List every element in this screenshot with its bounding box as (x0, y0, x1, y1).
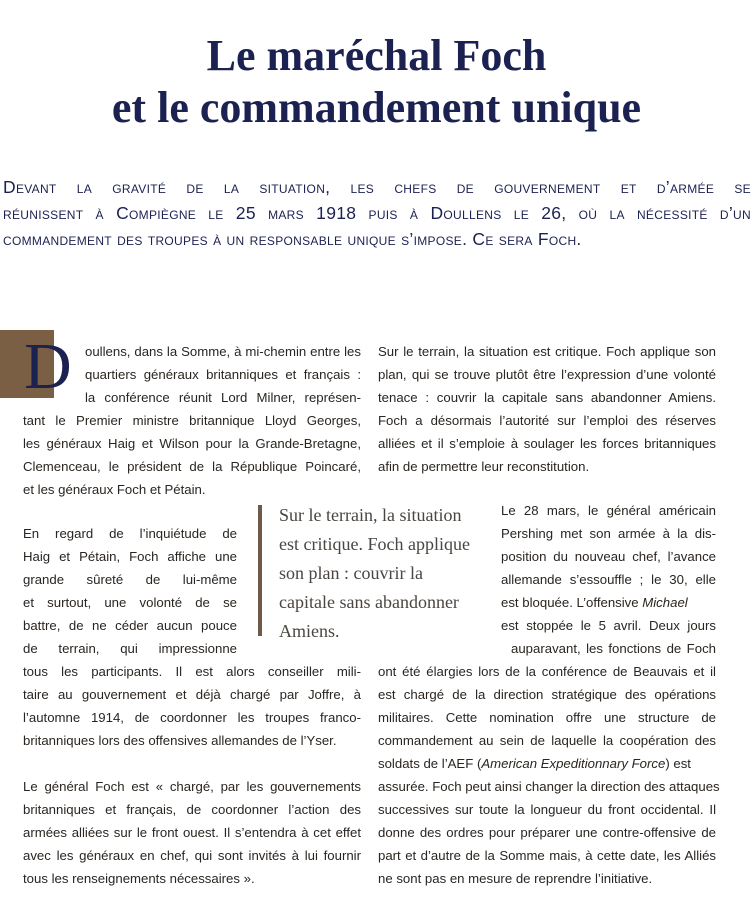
text-line (501, 591, 716, 614)
text-line: part et d’autre de la Somme mais, à cette date, les Alliés (378, 848, 716, 863)
text-line: ne sont pas en mesure de reprendre l’initiative. (378, 871, 653, 886)
pull-quote-line: est critique. Foch applique (279, 534, 470, 554)
text-line: position du nouveau chef, l’avance (501, 549, 716, 564)
title-line-2: et le commandement unique (111, 83, 642, 132)
text-line: avec les généraux en chef, qui sont invités à lui fournir (23, 848, 361, 863)
text-line: tous les renseignements nécessaires ». (23, 871, 255, 886)
text-line: armées alliées sur le front ouest. Il s’entendra à cet effet (23, 825, 361, 840)
text-line: tenace : couvrir la capitale sans abandonner Amiens. (378, 390, 716, 405)
text-line: la conférence réunit Lord Milner, représen- (85, 390, 361, 405)
left-paragraph-2-narrow (23, 522, 237, 660)
left-paragraph-1-indented (85, 340, 361, 409)
text-line: et surtout, une volonté de se (23, 595, 237, 610)
lead-line-2: réunissent à Compiègne le 25 mars 1918 puis à Doullens le 26, où la nécessité d’un (3, 203, 751, 223)
text-line: donne des ordres pour préparer une contre-offensive de (378, 825, 716, 840)
text-line: assurée. Foch peut ainsi changer la direction des attaques (378, 779, 720, 794)
lead-line-3: commandement des troupes à un responsable unique s’impose. Ce sera Foch. (3, 229, 582, 249)
right-paragraph-2 (378, 660, 720, 890)
text-line: oullens, dans la Somme, à mi-chemin entre les (85, 344, 361, 359)
text-line (378, 752, 716, 775)
text-line: Pershing met son armée à la dis- (501, 526, 716, 541)
pull-quote-line: son plan : couvrir la (279, 563, 423, 583)
left-paragraph-3 (23, 775, 361, 890)
title-line-1: Le maréchal Foch (206, 31, 547, 80)
text-fragment: soldats de l’AEF ( (378, 756, 482, 771)
pull-quote-line: capitale sans abandonner (279, 592, 459, 612)
article-title (0, 30, 753, 134)
text-line: les généraux Haig et Wilson pour la Grande-Bretagne, (23, 436, 361, 451)
left-paragraph-2 (23, 660, 361, 752)
text-line: commandement au sein de laquelle la coopération des (378, 733, 716, 748)
text-line: Haig et Pétain, Foch affiche une (23, 549, 237, 564)
text-line: tous les participants. Il est alors conseiller mili- (23, 664, 361, 679)
lead-line-1: Devant la gravité de la situation, les chefs de gouvernement et d’armée se (3, 177, 751, 197)
pull-quote (279, 501, 493, 646)
text-line: auparavant, les fonctions de Foch (511, 641, 716, 656)
text-line: est stoppée le 5 avril. Deux jours (501, 618, 716, 633)
text-line: allemande s’essouffle ; le 30, elle (501, 572, 716, 587)
text-fragment: ) est (665, 756, 691, 771)
text-line: battre, de ne céder aucun pouce (23, 618, 237, 633)
text-fragment: est bloquée. L’offensive (501, 595, 643, 610)
text-line: quartiers généraux britanniques et français : (85, 367, 361, 382)
aef-name: American Expeditionnary Force (481, 756, 666, 771)
text-line: britanniques et français, de coordonner l’action des (23, 802, 361, 817)
text-line: et les généraux Foch et Pétain. (23, 482, 206, 497)
text-line: Le 28 mars, le général américain (501, 503, 716, 518)
text-line: taire au gouvernement et déjà chargé par Joffre, à (23, 687, 361, 702)
text-line: Clemenceau, le président de la République Poincaré, (23, 459, 361, 474)
text-line: Sur le terrain, la situation est critique. Foch applique son (378, 344, 716, 359)
dropcap-letter: D (24, 330, 72, 403)
text-line: Le général Foch est « chargé, par les gouvernements (23, 779, 361, 794)
text-line: plan, qui se trouve plutôt être l’expression d’une volonté (378, 367, 716, 382)
right-paragraph-1 (378, 340, 716, 478)
text-line: britanniques lors des offensives allemandes de l’Yser. (23, 733, 337, 748)
text-line: En regard de l’inquiétude de (23, 526, 237, 541)
text-line: de terrain, qui impressionne (23, 641, 237, 656)
text-line: alliées et il s’emploie à soulager les forces britanniques (378, 436, 716, 451)
text-line: successives sur toute la longueur du front occidental. Il (378, 802, 716, 817)
right-paragraph-2-narrow (501, 499, 716, 660)
text-line: militaires. Cette nomination offre une structure de (378, 710, 716, 725)
pull-quote-line: Amiens. (279, 621, 340, 641)
left-paragraph-1 (23, 409, 361, 501)
text-line: l’automne 1914, de coordonner les troupes franco- (23, 710, 361, 725)
text-line: ont été élargies lors de la conférence de Beauvais et il (378, 664, 716, 679)
text-line: est chargé de la direction stratégique des opérations (378, 687, 716, 702)
pull-quote-bar (258, 505, 262, 636)
lead-paragraph (3, 174, 751, 252)
offensive-name: Michael (642, 595, 688, 610)
pull-quote-line: Sur le terrain, la situation (279, 505, 462, 525)
text-line: grande sûreté de lui-même (23, 572, 237, 587)
text-line: afin de permettre leur reconstitution. (378, 459, 590, 474)
text-line: Foch a désormais l’autorité sur l’emploi des réserves (378, 413, 716, 428)
text-line: tant le Premier ministre britannique Lloyd Georges, (23, 413, 361, 428)
